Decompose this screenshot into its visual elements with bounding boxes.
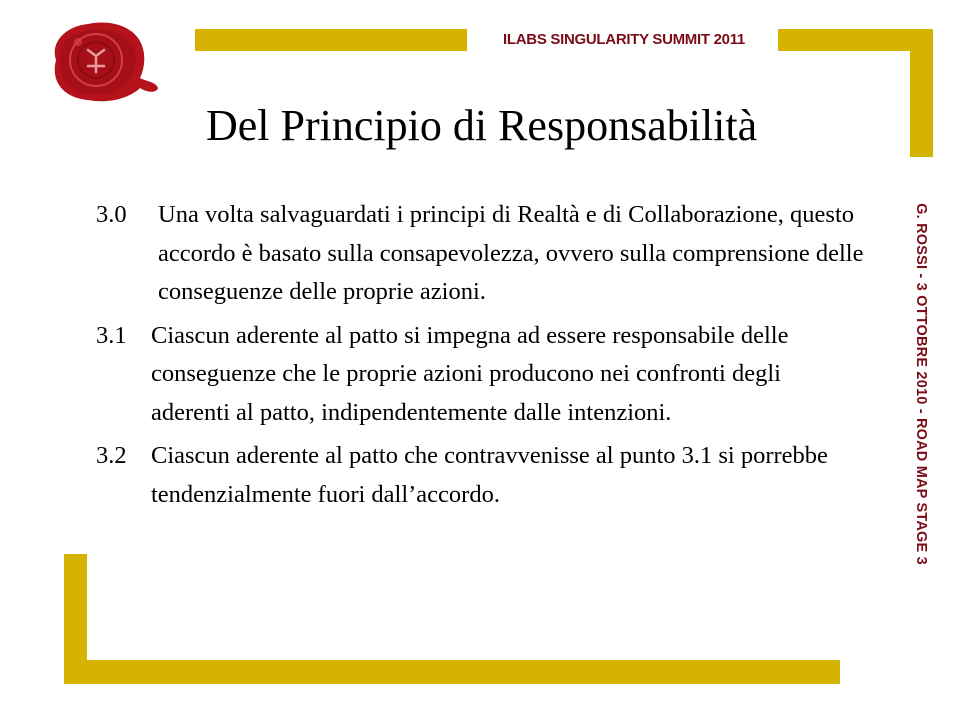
item-number: 3.2 (96, 442, 127, 469)
list-item (92, 437, 892, 514)
principles-list (92, 196, 892, 519)
item-text: Una volta salvaguardati i principi di Realtà e di Collaborazione, questo accordo è basato sulla consapevolezza, ovvero sulla comprensione delle conseguenze delle proprie azioni. (158, 201, 864, 305)
summit-title: ILABS SINGULARITY SUMMIT 2011 (503, 31, 745, 48)
side-author-date-label: G. ROSSI - 3 OTTOBRE 2010 - ROAD MAP STAGE 3 (913, 203, 929, 565)
bottom-accent-bar (64, 660, 840, 684)
item-number: 3.0 (96, 201, 127, 228)
item-number: 3.1 (96, 321, 127, 349)
list-item (92, 196, 892, 312)
top-left-accent-bar (195, 29, 467, 51)
item-text: Ciascun aderente al patto che contravvenisse al punto 3.1 si porrebbe tendenzialmente fuori dall’accordo. (151, 442, 828, 508)
list-item (92, 317, 892, 433)
slide-title: Del Principio di Responsabilità (206, 101, 758, 150)
item-text: Ciascun aderente al patto si impegna ad essere responsabile delle conseguenze che le proprie azioni producono nei confronti degli aderenti al patto, indipendentemente dalle intenzioni. (151, 321, 789, 426)
wax-seal-logo-icon (36, 16, 162, 104)
